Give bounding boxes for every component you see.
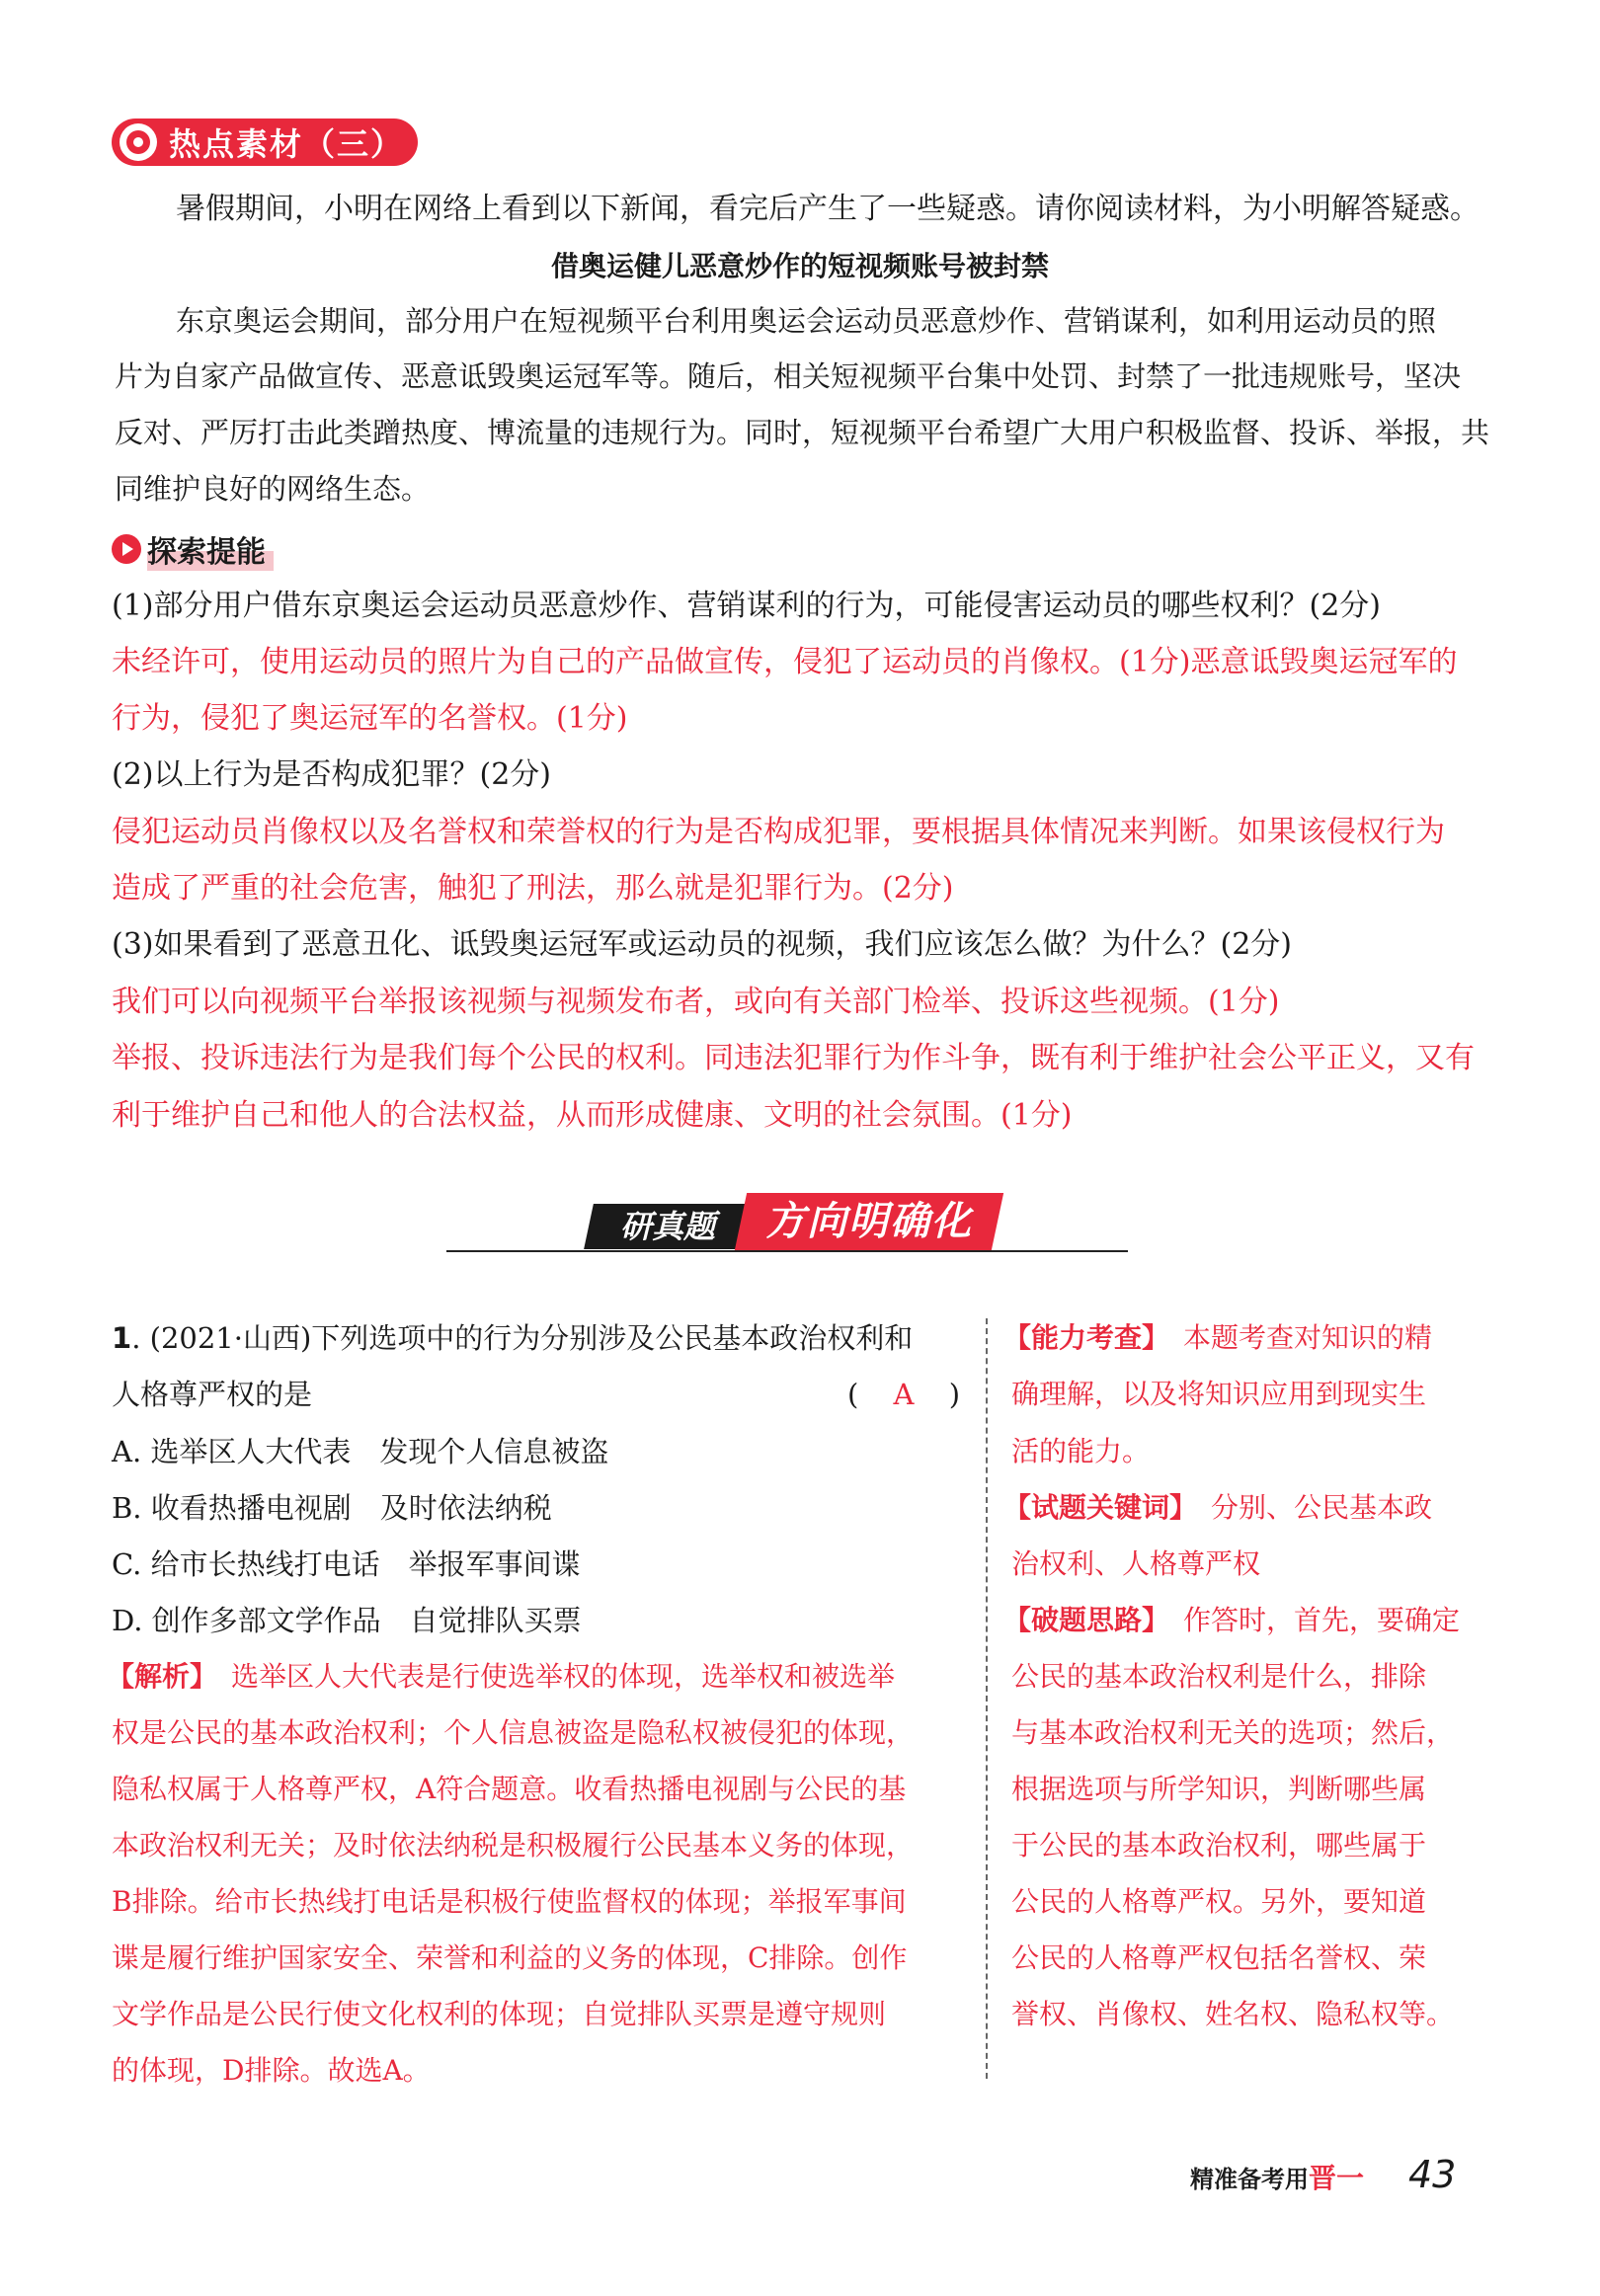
- bracket-close: ): [948, 1378, 961, 1411]
- banner-right-label: 方向明确化: [765, 1199, 973, 1244]
- news-title: 借奥运健儿恶意炒作的短视频账号被封禁: [550, 250, 1049, 282]
- answer-1-line: 未经许可，使用运动员的照片为自己的产品做宣传，侵犯了运动员的肖像权。(1分)恶意诋毁奥运冠军的: [112, 645, 1458, 679]
- ability-line: 确理解，以及将知识应用到现实生: [1011, 1378, 1427, 1410]
- analysis-line: 本政治权利无关；及时依法纳税是积极履行公民基本义务的体现，: [112, 1829, 915, 1861]
- answer-letter: A: [893, 1378, 915, 1411]
- answer-bracket: [847, 1375, 960, 1414]
- option-c: C. 给市长热线打电话 举报军事间谍: [112, 1547, 581, 1581]
- news-line: 片为自家产品做宣传、恶意诋毁奥运冠军等。随后，相关短视频平台集中处罚、封禁了一批违规账号，坚决: [115, 359, 1462, 393]
- footer-label: [1190, 2161, 1364, 2197]
- answer-3-line: 我们可以向视频平台举报该视频与视频发布者，或向有关部门检举、投诉这些视频。(1分): [112, 985, 1280, 1019]
- page-number: 43: [1408, 2153, 1457, 2196]
- analysis-line: 权是公民的基本政治权利；个人信息被盗是隐私权被侵犯的体现，: [112, 1716, 915, 1749]
- target-icon: [120, 123, 157, 161]
- option-d: D. 创作多部文学作品 自觉排队买票: [112, 1604, 582, 1637]
- play-icon: [112, 534, 141, 564]
- explore-header: [112, 529, 274, 569]
- keyword-note: [1003, 1488, 1432, 1528]
- answer-1-line: 行为，侵犯了奥运冠军的名誉权。(1分): [112, 701, 628, 736]
- approach-line: 公民的人格尊严权。另外，要知道: [1011, 1885, 1427, 1918]
- news-line: 同维护良好的网络生态。: [115, 472, 431, 506]
- approach-label: 【破题思路】: [1003, 1604, 1170, 1636]
- ability-first: 本题考查对知识的精: [1183, 1321, 1433, 1354]
- approach-line: 誉权、肖像权、姓名权、隐私权等。: [1011, 1998, 1455, 2030]
- analysis-line: B排除。给市长热线打电话是积极行使监督权的体现；举报军事间: [112, 1885, 907, 1918]
- banner-rule: [446, 1250, 1128, 1252]
- column-divider: [986, 1318, 988, 2079]
- analysis-line: [107, 1657, 895, 1697]
- approach-line: 公民的人格尊严权包括名誉权、荣: [1011, 1941, 1427, 1974]
- ability-label: 【能力考查】: [1003, 1321, 1170, 1354]
- footer-text: 精准备考用: [1190, 2166, 1309, 2193]
- option-a: A. 选举区人大代表 发现个人信息被盗: [112, 1435, 609, 1468]
- analysis-line: 的体现，D排除。故选A。: [112, 2054, 431, 2087]
- analysis-line: 文学作品是公民行使文化权利的体现；自觉排队买票是遵守规则: [112, 1998, 887, 2030]
- banner-left-label: 研真题: [619, 1208, 715, 1245]
- intro-text: 暑假期间，小明在网络上看到以下新闻，看完后产生了一些疑惑。请你阅读材料，为小明解答疑惑。: [176, 192, 1480, 226]
- question-number: 1: [112, 1321, 132, 1355]
- analysis-label: 【解析】: [107, 1660, 218, 1693]
- bracket-open: (: [847, 1378, 859, 1411]
- approach-line: 与基本政治权利无关的选项；然后，: [1011, 1716, 1455, 1749]
- question-1: (1)部分用户借东京奥运会运动员恶意炒作、营销谋利的行为，可能侵害运动员的哪些权利？(2分): [112, 589, 1381, 623]
- explore-title: 探索提能: [147, 527, 274, 571]
- news-line: 反对、严厉打击此类蹭热度、博流量的违规行为。同时，短视频平台希望广大用户积极监督、投诉、举报，共: [115, 416, 1490, 449]
- ability-note: [1003, 1318, 1432, 1358]
- question-2: (2)以上行为是否构成犯罪？(2分): [112, 757, 551, 792]
- option-b: B. 收看热播电视剧 及时依法纳税: [112, 1491, 552, 1525]
- question-stem-line1: . (2021·山西)下列选项中的行为分别涉及公民基本政治权利和: [131, 1321, 914, 1355]
- question-3: (3)如果看到了恶意丑化、诋毁奥运冠军或运动员的视频，我们应该怎么做？为什么？(2分): [112, 927, 1292, 962]
- analysis-line: 隐私权属于人格尊严权，A符合题意。收看热播电视剧与公民的基: [112, 1773, 907, 1805]
- keyword-first: 分别、公民基本政: [1211, 1491, 1433, 1524]
- answer-3-line: 利于维护自己和他人的合法权益，从而形成健康、文明的社会氛围。(1分): [112, 1098, 1073, 1133]
- approach-line: 根据选项与所学知识，判断哪些属: [1011, 1773, 1427, 1805]
- approach-line: 于公民的基本政治权利，哪些属于: [1011, 1829, 1427, 1861]
- hot-material-header: [112, 119, 418, 166]
- approach-line: 公民的基本政治权利是什么，排除: [1011, 1660, 1427, 1693]
- approach-first: 作答时，首先，要确定: [1183, 1604, 1461, 1636]
- keyword-line: 治权利、人格尊严权: [1011, 1547, 1261, 1580]
- footer-brand: 晋一: [1309, 2162, 1365, 2194]
- question-stem: [112, 1318, 913, 1358]
- approach-note: [1003, 1601, 1460, 1640]
- answer-2-line: 侵犯运动员肖像权以及名誉权和荣誉权的行为是否构成犯罪，要根据具体情况来判断。如果该侵权行为: [112, 815, 1445, 849]
- ability-line: 活的能力。: [1011, 1435, 1151, 1467]
- news-line: 东京奥运会期间，部分用户在短视频平台利用奥运会运动员恶意炒作、营销谋利，如利用运动员的照: [176, 304, 1437, 338]
- analysis-first: 选举区人大代表是行使选举权的体现，选举权和被选举: [231, 1660, 896, 1693]
- question-stem-line2: 人格尊严权的是: [112, 1378, 313, 1411]
- answer-2-line: 造成了严重的社会危害，触犯了刑法，那么就是犯罪行为。(2分): [112, 871, 954, 906]
- hot-material-title: 热点素材（三）: [169, 125, 405, 163]
- answer-3-line: 举报、投诉违法行为是我们每个公民的权利。同违法犯罪行为作斗争，既有利于维护社会公平正义，又有: [112, 1041, 1475, 1075]
- analysis-line: 谍是履行维护国家安全、荣誉和利益的义务的体现，C排除。创作: [112, 1941, 908, 1974]
- keyword-label: 【试题关键词】: [1003, 1491, 1198, 1524]
